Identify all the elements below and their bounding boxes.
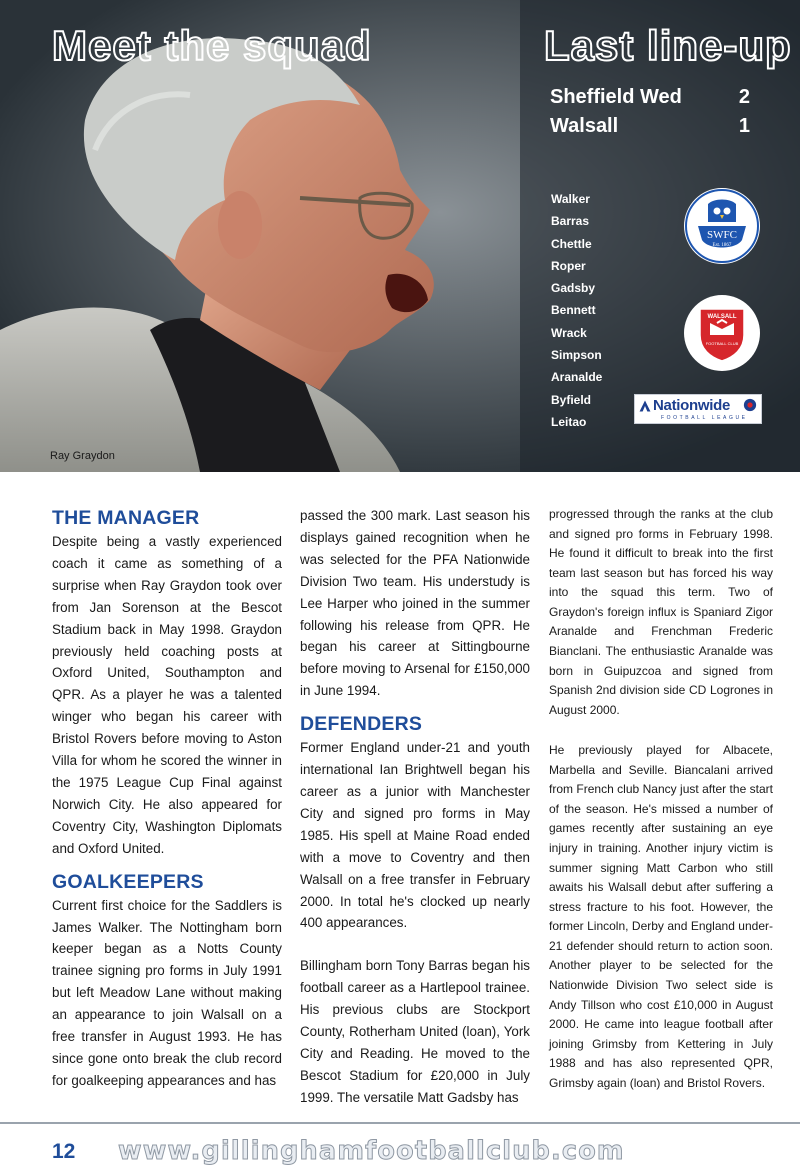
home-result-row xyxy=(550,86,750,109)
manager-heading: THE MANAGER xyxy=(52,507,200,529)
nationwide-league-logo xyxy=(634,394,762,424)
article-column-1 xyxy=(52,505,282,1092)
goalkeepers-paragraph: Current first choice for the Saddlers is James Walker. The Nottingham born keeper began as a Notts County trainee signing pro forms in July 1991 but left Meadow Lane without making an appearance to join Walsall on a free transfer in August 1993. He has since gone onto break the club record for goalkeeping appearances and has xyxy=(52,897,282,1088)
defenders-heading: DEFENDERS xyxy=(300,713,423,736)
photo-caption: Ray Graydon xyxy=(50,450,115,462)
away-team-score: 1 xyxy=(738,115,750,137)
footer-divider xyxy=(0,1122,800,1124)
manager-paragraph: Despite being a vastly experienced coach it came as something of a surprise when Ray Graydon took over from Jan Sorenson at the Bescot Stadium back in May 1998. Graydon previously held coaching posts at Oxford United, Southampton and QPR. As a player he was a talented winger who began his career with Bristol Rovers before moving to Aston Villa for whom he scored the winner in the 1975 League Cup Final against Norwich City. He also appeared for Coventry City, Washington Diplomats and Oxford United. xyxy=(52,534,282,856)
lineup-player: Simpson xyxy=(551,348,602,363)
defenders-paragraph-3: He previously played for Albacete, Marbella and Seville. Biancalani arrived from French club Nancy just after the start of the season. He's missed a number of games recently after sustaining an eye injury in training. Another injury victim is summer signing Matt Carbon who still awaits his Walsall debut after suffering a stress fracture to his foot. However, the former Lincoln, Derby and England under-21 defender should return to action soon. Another player to be selected for the Nationwide Division Two select side is Andy Tillson who cost £10,000 in August 2000. He came into league football after joining Grimsby from Kettering in July 1988 and has also represented QPR, Grimsby again (loan) and Bristol Rovers. xyxy=(549,743,773,1090)
nationwide-wordmark: Nationwide xyxy=(653,397,731,414)
svg-text:FOOTBALL CLUB: FOOTBALL CLUB xyxy=(705,341,739,346)
nationwide-arrow-icon xyxy=(638,399,652,413)
defenders-paragraph-1: Former England under-21 and youth international Ian Brightwell began his career as a junior with Manchester City and signed pro forms in May 1985. His spell at Maine Road ended with a move to Coventry and then Walsall on a free transfer in February 2000. In total he's clocked up nearly 400 appearances. xyxy=(300,740,530,931)
club-website-link[interactable]: www.gillinghamfootballclub.com xyxy=(118,1136,625,1166)
home-team-name: Sheffield Wed xyxy=(550,86,682,108)
svg-text:SWFC: SWFC xyxy=(707,229,737,241)
article-column-2 xyxy=(300,505,530,1109)
lineup-player: Byfield xyxy=(551,392,592,407)
last-line-up-title: Last line-up xyxy=(544,22,792,69)
lineup-player: Walker xyxy=(551,192,590,206)
lineup-player: Aranalde xyxy=(551,370,603,385)
lineup-player: Roper xyxy=(551,258,586,273)
meet-the-squad-title: Meet the squad xyxy=(52,22,372,69)
football-league-wordmark: FOOTBALL LEAGUE xyxy=(661,415,748,421)
away-result-row xyxy=(550,115,750,138)
lineup-player: Bennett xyxy=(551,303,596,318)
home-team-score: 2 xyxy=(738,86,750,108)
lineup-player: Wrack xyxy=(551,325,587,340)
lineup-list xyxy=(551,188,631,433)
lineup-player: Gadsby xyxy=(551,281,596,296)
defenders-paragraph-2-continued: progressed through the ranks at the club and signed pro forms in February 1998. He found it difficult to break into the first team last season but has forced his way into the squad this term. Two of Graydon's foreign influx is Spaniard Zigor Aranalde and Frenchman Frederic Bianclani. The enthusiastic Aranalde was born in Guipuzcoa and signed from Spanish 2nd division side CD Logrones in August 2000. xyxy=(549,507,773,717)
defenders-paragraph-2: Billingham born Tony Barras began his football career as a Hartlepool trainee. His previous clubs are Stockport County, Rotherham United (loan), York City and Reading. He moved to the Bescot Stadium for £20,000 in July 1999. The versatile Matt Gadsby has xyxy=(300,958,530,1105)
article-column-3 xyxy=(549,505,773,1093)
lineup-player: Leitao xyxy=(551,414,587,429)
goalkeepers-heading: GOALKEEPERS xyxy=(52,870,204,893)
lineup-player: Chettle xyxy=(551,236,592,251)
page-number: 12 xyxy=(52,1140,76,1163)
hero-photo-panel xyxy=(0,0,800,472)
away-team-name: Walsall xyxy=(550,115,619,137)
svg-text:WALSALL: WALSALL xyxy=(707,314,737,320)
football-league-ball-icon xyxy=(743,398,757,412)
goalkeepers-paragraph-continued: passed the 300 mark. Last season his displays gained recognition when he was selected for the PFA Nationwide Division Two team. His understudy is Lee Harper who joined in the summer following his release from QPR. He began his career at Sittingbourne before moving to Arsenal for £150,000 in June 1994. xyxy=(300,508,530,699)
lineup-player: Barras xyxy=(551,214,590,229)
sheffield-wednesday-crest-icon xyxy=(684,188,760,264)
svg-text:Est. 1867: Est. 1867 xyxy=(712,243,732,248)
walsall-crest-icon xyxy=(684,295,760,371)
